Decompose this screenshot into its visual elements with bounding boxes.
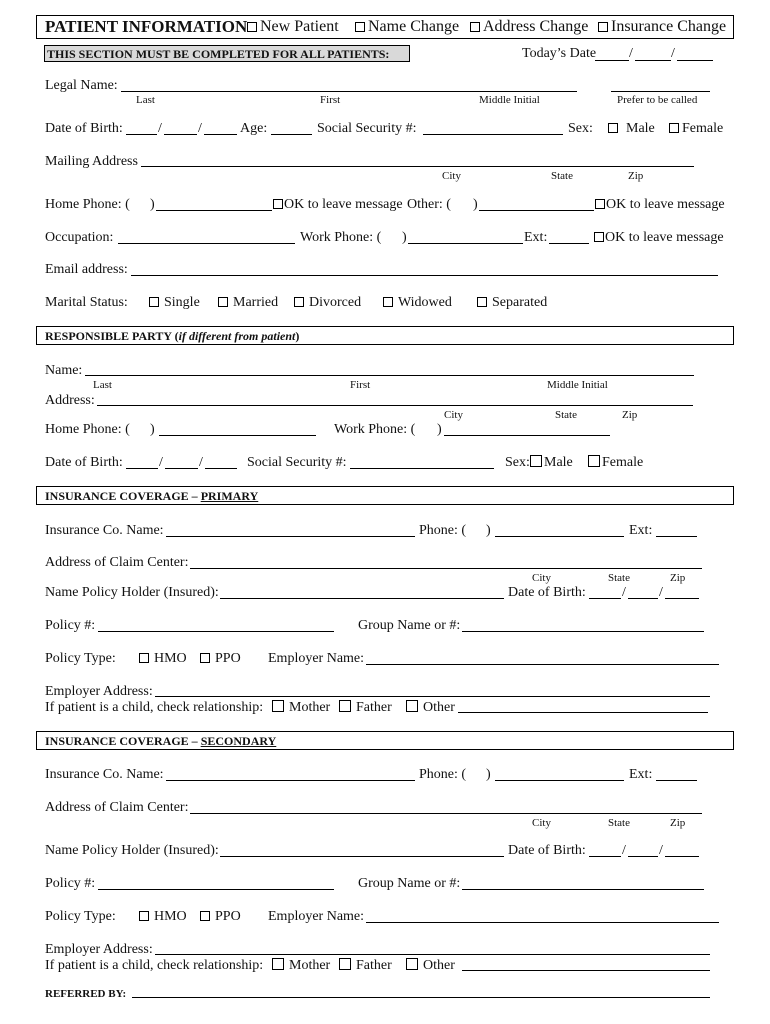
occupation-label: Occupation: bbox=[45, 230, 114, 245]
date-slash: / bbox=[622, 843, 626, 858]
referred-by-field[interactable] bbox=[132, 997, 710, 998]
checkbox[interactable] bbox=[594, 232, 604, 242]
option-label: HMO bbox=[154, 651, 187, 666]
s-dob-day[interactable] bbox=[628, 856, 658, 857]
option-label: New Patient bbox=[260, 18, 339, 35]
email-field[interactable] bbox=[131, 275, 718, 276]
work-ext-label: Ext: bbox=[524, 230, 548, 245]
responsible-title: RESPONSIBLE PARTY (if different from patient) bbox=[45, 329, 300, 343]
section-title-emph: SECONDARY bbox=[200, 734, 277, 748]
sublabel-state: State bbox=[555, 409, 577, 421]
s-co-field[interactable] bbox=[166, 780, 415, 781]
option-label: Widowed bbox=[398, 295, 452, 310]
option-label: OK to leave message bbox=[605, 230, 724, 245]
s-employer-label: Employer Name: bbox=[268, 909, 365, 924]
sublabel-city: City bbox=[532, 572, 551, 584]
notice-text: THIS SECTION MUST BE COMPLETED FOR ALL PATIENTS: bbox=[47, 47, 390, 61]
s-policy-label: Policy #: bbox=[45, 876, 96, 891]
rp-address-label: Address: bbox=[45, 393, 95, 408]
age-field[interactable] bbox=[271, 134, 312, 135]
checkbox[interactable] bbox=[247, 22, 257, 32]
rp-ssn-field[interactable] bbox=[350, 468, 494, 469]
todays-date-label: Today’s Date bbox=[522, 46, 597, 61]
p-dob-label: Date of Birth: bbox=[508, 585, 586, 600]
home-phone-label: Home Phone: ( bbox=[45, 197, 130, 212]
sex-male-option[interactable] bbox=[608, 121, 655, 137]
todays-date-month[interactable] bbox=[595, 60, 629, 61]
p-emp-address-field[interactable] bbox=[155, 696, 710, 697]
rp-address-field[interactable] bbox=[97, 405, 693, 406]
p-holder-label: Name Policy Holder (Insured): bbox=[45, 585, 219, 600]
rp-sex-male-option[interactable] bbox=[530, 455, 573, 471]
dob-year[interactable] bbox=[204, 134, 237, 135]
sublabel-city: City bbox=[442, 170, 461, 182]
dob-month[interactable] bbox=[126, 134, 157, 135]
checkbox[interactable] bbox=[470, 22, 480, 32]
checkbox[interactable] bbox=[598, 22, 608, 32]
sublabel-zip: Zip bbox=[670, 572, 686, 584]
p-group-field[interactable] bbox=[462, 631, 704, 632]
primary-title bbox=[45, 489, 258, 503]
p-phone-label: Phone: ( bbox=[419, 523, 467, 538]
rp-dob-year[interactable] bbox=[205, 468, 237, 469]
s-type-label: Policy Type: bbox=[45, 909, 116, 924]
sublabel-state: State bbox=[608, 572, 630, 584]
p-rel-other[interactable] bbox=[406, 700, 455, 716]
option-label: OK to leave message bbox=[284, 197, 403, 212]
marital-widowed[interactable] bbox=[383, 295, 452, 311]
option-label: OK to leave message bbox=[606, 197, 725, 212]
mailing-address-label: Mailing Address bbox=[45, 154, 138, 169]
option-label: Name Change bbox=[368, 18, 460, 35]
p-type-label: Policy Type: bbox=[45, 651, 116, 666]
age-label: Age: bbox=[240, 121, 268, 136]
sex-female-option[interactable] bbox=[669, 121, 723, 137]
p-co-field[interactable] bbox=[166, 536, 415, 537]
referred-by-label: REFERRED BY: bbox=[45, 988, 127, 1000]
marital-married[interactable] bbox=[218, 295, 278, 311]
other-phone-label: Other: ( bbox=[407, 197, 451, 212]
s-co-label: Insurance Co. Name: bbox=[45, 767, 164, 782]
checkbox[interactable] bbox=[595, 199, 605, 209]
option-label: PPO bbox=[215, 651, 241, 666]
checkbox[interactable] bbox=[477, 297, 487, 307]
option-label: HMO bbox=[154, 909, 187, 924]
sublabel-middle: Middle Initial bbox=[479, 94, 540, 106]
rp-dob-label: Date of Birth: bbox=[45, 455, 123, 470]
other-phone-field[interactable] bbox=[479, 210, 594, 211]
checkbox[interactable] bbox=[406, 958, 418, 970]
p-employer-field[interactable] bbox=[366, 664, 719, 665]
sublabel-zip: Zip bbox=[622, 409, 638, 421]
p-phone-field[interactable] bbox=[495, 536, 624, 537]
paren-close: ) bbox=[437, 422, 442, 437]
s-rel-other-field[interactable] bbox=[462, 970, 710, 971]
home-phone-field[interactable] bbox=[156, 210, 272, 211]
preferred-name-field[interactable] bbox=[611, 91, 710, 92]
mailing-address-field[interactable] bbox=[141, 166, 694, 167]
option-label: PPO bbox=[215, 909, 241, 924]
date-slash: / bbox=[629, 46, 633, 61]
s-holder-field[interactable] bbox=[220, 856, 504, 857]
occupation-field[interactable] bbox=[118, 243, 295, 244]
option-label: Married bbox=[233, 295, 279, 310]
sublabel-first: First bbox=[350, 379, 371, 391]
section-title-emph: PRIMARY bbox=[200, 489, 259, 503]
rp-sex-female-option[interactable] bbox=[588, 455, 643, 471]
paren-close: ) bbox=[486, 767, 491, 782]
s-claim-field[interactable] bbox=[190, 813, 702, 814]
sublabel-city: City bbox=[532, 817, 551, 829]
rp-home-phone-label: Home Phone: ( bbox=[45, 422, 130, 437]
s-phone-label: Phone: ( bbox=[419, 767, 467, 782]
p-policy-label: Policy #: bbox=[45, 618, 96, 633]
option-label: Divorced bbox=[309, 295, 362, 310]
paren-close: ) bbox=[402, 230, 407, 245]
ssn-field[interactable] bbox=[423, 134, 563, 135]
checkbox[interactable] bbox=[218, 297, 228, 307]
legal-name-field[interactable] bbox=[121, 91, 577, 92]
p-co-label: Insurance Co. Name: bbox=[45, 523, 164, 538]
option-name-change[interactable] bbox=[355, 18, 459, 36]
option-label: Address Change bbox=[483, 18, 589, 35]
date-slash: / bbox=[671, 46, 675, 61]
p-dob-year[interactable] bbox=[665, 598, 699, 599]
s-type-ppo[interactable] bbox=[200, 909, 241, 925]
s-dob-month[interactable] bbox=[589, 856, 621, 857]
option-label: Mother bbox=[289, 958, 331, 973]
rp-dob-day[interactable] bbox=[165, 468, 198, 469]
p-ext-field[interactable] bbox=[656, 536, 697, 537]
p-dob-day[interactable] bbox=[628, 598, 658, 599]
rp-home-phone-field[interactable] bbox=[159, 435, 316, 436]
rp-dob-month[interactable] bbox=[126, 468, 158, 469]
option-label: Other bbox=[423, 958, 455, 973]
section-note: if different from patient bbox=[178, 329, 296, 343]
s-rel-father[interactable] bbox=[339, 958, 392, 974]
dob-label: Date of Birth: bbox=[45, 121, 123, 136]
home-ok-option[interactable] bbox=[273, 197, 403, 213]
work-ok-option[interactable] bbox=[594, 230, 724, 246]
p-child-label: If patient is a child, check relationship: bbox=[45, 700, 264, 715]
option-label: Father bbox=[356, 958, 392, 973]
s-ext-label: Ext: bbox=[629, 767, 653, 782]
s-claim-label: Address of Claim Center: bbox=[45, 800, 189, 815]
sublabel-middle: Middle Initial bbox=[547, 379, 608, 391]
checkbox[interactable] bbox=[139, 653, 149, 663]
s-rel-other[interactable] bbox=[406, 958, 455, 974]
work-phone-label: Work Phone: ( bbox=[300, 230, 382, 245]
rp-work-phone-field[interactable] bbox=[444, 435, 610, 436]
marital-label: Marital Status: bbox=[45, 295, 128, 310]
s-type-hmo[interactable] bbox=[139, 909, 187, 925]
checkbox[interactable] bbox=[588, 455, 600, 467]
sublabel-state: State bbox=[551, 170, 573, 182]
section-title-prefix: INSURANCE COVERAGE – bbox=[45, 734, 198, 748]
checkbox[interactable] bbox=[669, 123, 679, 133]
sublabel-zip: Zip bbox=[628, 170, 644, 182]
checkbox[interactable] bbox=[149, 297, 159, 307]
p-claim-field[interactable] bbox=[190, 568, 702, 569]
email-label: Email address: bbox=[45, 262, 128, 277]
date-slash: / bbox=[159, 455, 163, 470]
option-label: Single bbox=[164, 295, 200, 310]
checkbox[interactable] bbox=[273, 199, 283, 209]
sublabel-first: First bbox=[320, 94, 341, 106]
date-slash: / bbox=[198, 121, 202, 136]
p-claim-label: Address of Claim Center: bbox=[45, 555, 189, 570]
checkbox[interactable] bbox=[294, 297, 304, 307]
sublabel-city: City bbox=[444, 409, 463, 421]
rp-work-phone-label: Work Phone: ( bbox=[334, 422, 416, 437]
s-employer-field[interactable] bbox=[366, 922, 719, 923]
checkbox[interactable] bbox=[272, 958, 284, 970]
paren-close: ) bbox=[150, 197, 155, 212]
paren-close: ) bbox=[150, 422, 155, 437]
rp-name-field[interactable] bbox=[85, 375, 694, 376]
todays-date-day[interactable] bbox=[635, 60, 671, 61]
checkbox[interactable] bbox=[139, 911, 149, 921]
s-ext-field[interactable] bbox=[656, 780, 697, 781]
option-insurance-change[interactable] bbox=[598, 18, 726, 36]
s-group-field[interactable] bbox=[462, 889, 704, 890]
section-title: RESPONSIBLE PARTY bbox=[45, 329, 172, 343]
form-title: PATIENT INFORMATION bbox=[45, 17, 248, 36]
s-dob-label: Date of Birth: bbox=[508, 843, 586, 858]
option-label: Female bbox=[682, 121, 724, 136]
option-label: Mother bbox=[289, 700, 331, 715]
p-rel-mother[interactable] bbox=[272, 700, 330, 716]
marital-separated[interactable] bbox=[477, 295, 547, 311]
checkbox[interactable] bbox=[200, 653, 210, 663]
checkbox[interactable] bbox=[383, 297, 393, 307]
p-group-label: Group Name or #: bbox=[358, 618, 461, 633]
option-label: Insurance Change bbox=[611, 18, 727, 35]
sex-label: Sex: bbox=[568, 121, 593, 136]
sublabel-preferred: Prefer to be called bbox=[617, 94, 698, 106]
checkbox[interactable] bbox=[355, 22, 365, 32]
checkbox[interactable] bbox=[406, 700, 418, 712]
sublabel-zip: Zip bbox=[670, 817, 686, 829]
rp-sex-label: Sex: bbox=[505, 455, 530, 470]
checkbox[interactable] bbox=[530, 455, 542, 467]
s-emp-address-field[interactable] bbox=[155, 954, 710, 955]
rp-ssn-label: Social Security #: bbox=[247, 455, 347, 470]
option-label: Male bbox=[626, 121, 655, 136]
work-phone-field[interactable] bbox=[408, 243, 523, 244]
s-child-label: If patient is a child, check relationship: bbox=[45, 958, 264, 973]
option-label: Female bbox=[602, 455, 644, 470]
rp-name-label: Name: bbox=[45, 363, 83, 378]
checkbox[interactable] bbox=[608, 123, 618, 133]
option-label: Male bbox=[544, 455, 573, 470]
p-employer-label: Employer Name: bbox=[268, 651, 365, 666]
s-dob-year[interactable] bbox=[665, 856, 699, 857]
p-type-ppo[interactable] bbox=[200, 651, 241, 667]
work-ext-field[interactable] bbox=[549, 243, 589, 244]
sublabel-last: Last bbox=[93, 379, 112, 391]
other-ok-option[interactable] bbox=[595, 197, 725, 213]
checkbox[interactable] bbox=[339, 700, 351, 712]
s-policy-field[interactable] bbox=[98, 889, 334, 890]
option-new-patient[interactable] bbox=[247, 18, 339, 36]
p-emp-address-label: Employer Address: bbox=[45, 684, 153, 699]
checkbox[interactable] bbox=[272, 700, 284, 712]
dob-day[interactable] bbox=[164, 134, 197, 135]
date-slash: / bbox=[199, 455, 203, 470]
s-emp-address-label: Employer Address: bbox=[45, 942, 153, 957]
sublabel-state: State bbox=[608, 817, 630, 829]
p-ext-label: Ext: bbox=[629, 523, 653, 538]
legal-name-label: Legal Name: bbox=[45, 78, 118, 93]
paren-close: ) bbox=[486, 523, 491, 538]
date-slash: / bbox=[659, 585, 663, 600]
marital-divorced[interactable] bbox=[294, 295, 361, 311]
p-policy-field[interactable] bbox=[98, 631, 334, 632]
p-type-hmo[interactable] bbox=[139, 651, 187, 667]
s-rel-mother[interactable] bbox=[272, 958, 330, 974]
ssn-label: Social Security #: bbox=[317, 121, 417, 136]
s-phone-field[interactable] bbox=[495, 780, 624, 781]
checkbox[interactable] bbox=[200, 911, 210, 921]
p-rel-other-field[interactable] bbox=[458, 712, 708, 713]
date-slash: / bbox=[622, 585, 626, 600]
section-title-prefix: INSURANCE COVERAGE – bbox=[45, 489, 198, 503]
p-holder-field[interactable] bbox=[220, 598, 504, 599]
option-label: Father bbox=[356, 700, 392, 715]
sublabel-last: Last bbox=[136, 94, 155, 106]
p-rel-father[interactable] bbox=[339, 700, 392, 716]
p-dob-month[interactable] bbox=[589, 598, 621, 599]
s-group-label: Group Name or #: bbox=[358, 876, 461, 891]
option-label: Separated bbox=[492, 295, 548, 310]
date-slash: / bbox=[158, 121, 162, 136]
secondary-title bbox=[45, 734, 276, 748]
date-slash: / bbox=[659, 843, 663, 858]
todays-date-year[interactable] bbox=[677, 60, 713, 61]
paren-close: ) bbox=[473, 197, 478, 212]
option-label: Other bbox=[423, 700, 455, 715]
s-holder-label: Name Policy Holder (Insured): bbox=[45, 843, 219, 858]
checkbox[interactable] bbox=[339, 958, 351, 970]
marital-single[interactable] bbox=[149, 295, 200, 311]
option-address-change[interactable] bbox=[470, 18, 588, 36]
